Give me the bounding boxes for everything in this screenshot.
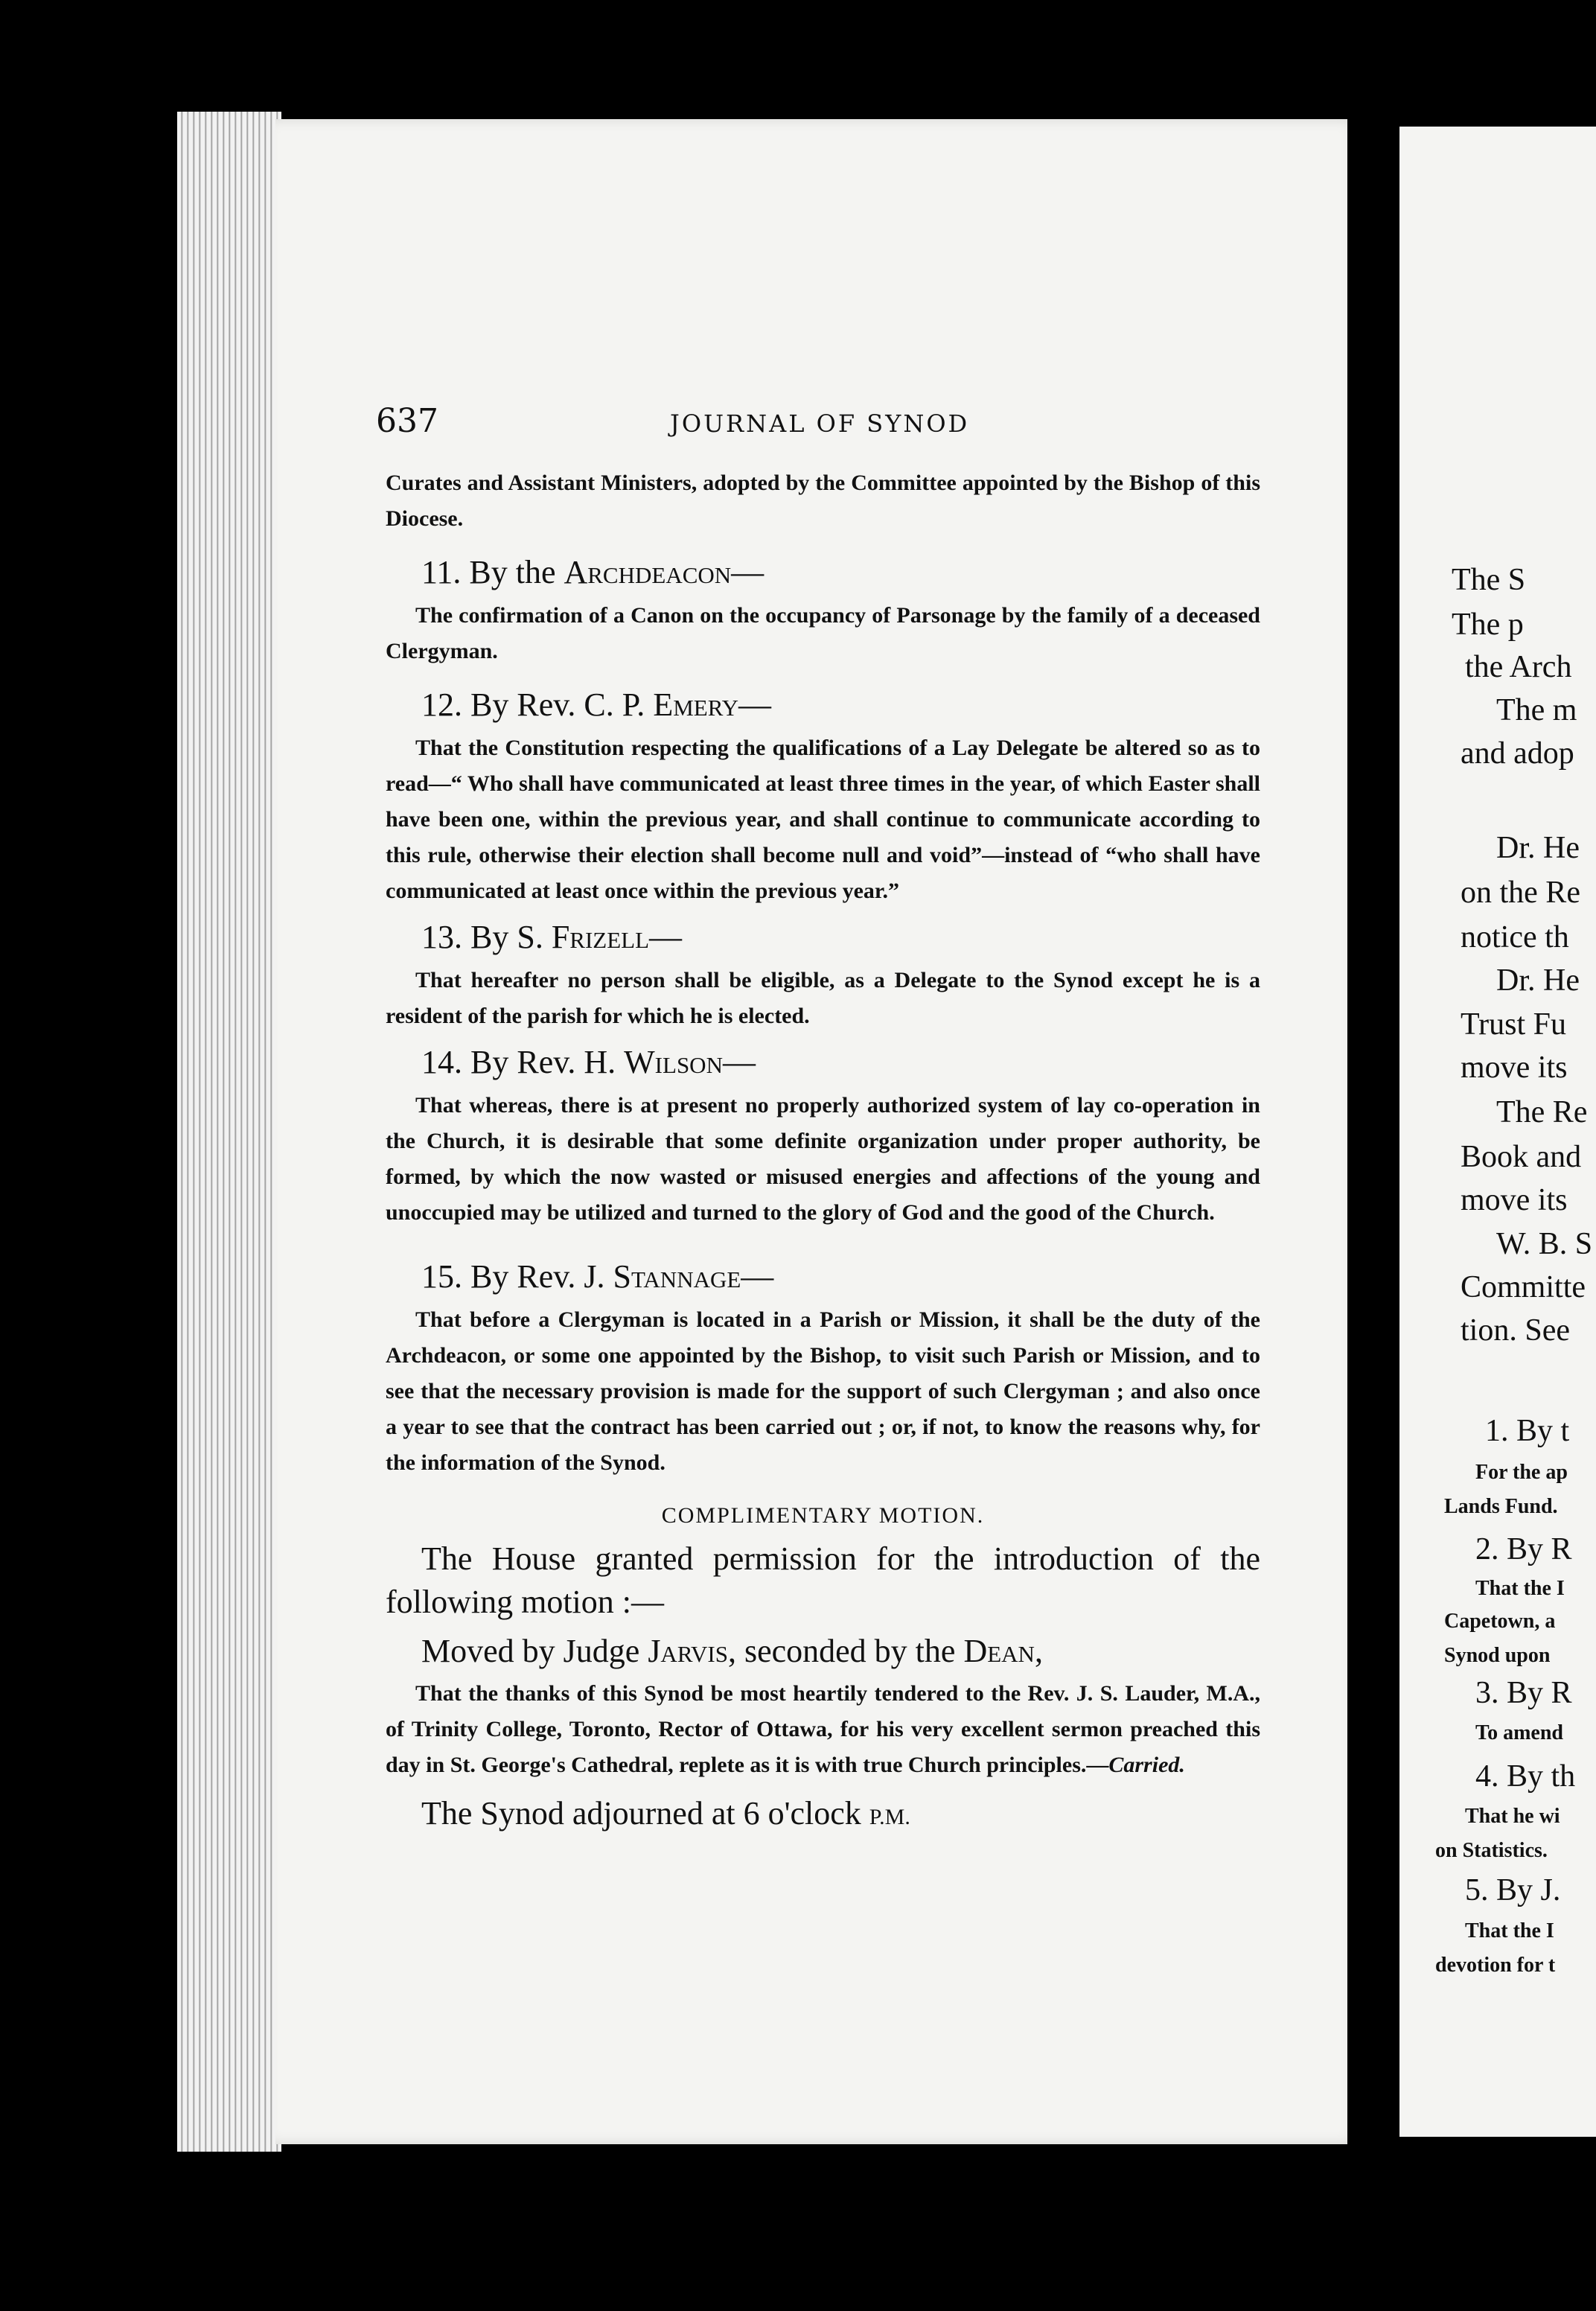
facing-line: 4. By th [1475, 1759, 1576, 1794]
facing-line: 1. By t [1485, 1414, 1570, 1448]
facing-line: That the I [1475, 1577, 1565, 1600]
facing-line: and adop [1461, 736, 1574, 771]
facing-line: Committe [1461, 1270, 1586, 1304]
book-gutter [1347, 119, 1399, 2144]
notice-item-12 [386, 683, 1260, 909]
notice-heading: 13. By S. Frizell— [421, 919, 683, 955]
notice-heading: 15. By Rev. J. Stannage— [421, 1258, 774, 1295]
adjourn-line: The Synod adjourned at 6 o'clock P.M. [421, 1795, 910, 1832]
facing-line: notice th [1461, 920, 1569, 954]
notice-heading: 14. By Rev. H. Wilson— [421, 1044, 756, 1080]
facing-line: Capetown, a [1444, 1610, 1556, 1633]
facing-line: move its [1461, 1051, 1568, 1085]
notice-text: That hereafter no person shall be eligible, as a Delegate to the Synod except he is a resident of the parish for which he is elected. [386, 968, 1260, 1028]
facing-line: Dr. He [1496, 831, 1580, 865]
facing-line: Dr. He [1496, 963, 1580, 998]
notice-item-15 [386, 1255, 1260, 1481]
page-number: 637 [376, 402, 438, 440]
facing-line: the Arch [1465, 650, 1572, 684]
facing-line: 3. By R [1475, 1676, 1572, 1710]
motion-text: That the thanks of this Synod be most heartily tendered to the Rev. J. S. Lauder, M.A., of Trinity College, Toronto, Rector of Ottawa, for his very excellent sermon preached this day in St. George's Cathedral, replete as it is with true Church principles.—Carried. [386, 1681, 1260, 1777]
facing-line: That he wi [1465, 1805, 1560, 1828]
moved-line: Moved by Judge Jarvis, seconded by the Dean, [421, 1633, 1043, 1669]
notice-text: That before a Clergyman is located in a Parish or Mission, it shall be the duty of the Archdeacon, or some one appointed by the Bishop, to visit such Parish or Mission, and to see that the necessary provision is made for the support of such Clergyman ; and also once a year to see that the contract has been carried out ; or, if not, to know the reasons why, for the information of the Synod. [386, 1307, 1260, 1475]
facing-line: The m [1496, 693, 1577, 727]
facing-line: 2. By R [1475, 1532, 1572, 1566]
facing-line: The p [1452, 608, 1524, 642]
facing-line: Lands Fund. [1444, 1495, 1558, 1518]
facing-line: The S [1452, 563, 1526, 597]
facing-line: 5. By J. [1465, 1873, 1561, 1907]
facing-line: Trust Fu [1461, 1007, 1567, 1042]
notice-text: That the Constitution respecting the qualifications of a Lay Delegate be altered so as to read—“ Who shall have communicated at least three times in the year, of which Easter shall have been one, within the previous year, and shall continue to communicate according to this rule, otherwise their election shall become null and void”—instead of “who shall have communicated at least once within the previous year.” [386, 736, 1260, 903]
facing-line: tion. See [1461, 1313, 1570, 1348]
notice-heading: 12. By Rev. C. P. Emery— [421, 686, 772, 723]
facing-line: W. B. S [1496, 1227, 1593, 1261]
page-edge-stack [177, 112, 281, 2152]
facing-line: To amend [1475, 1721, 1564, 1744]
facing-line: The Re [1496, 1095, 1588, 1129]
facing-line: on Statistics. [1435, 1839, 1548, 1862]
facing-line: devotion for t [1435, 1954, 1556, 1977]
facing-line: move its [1461, 1183, 1568, 1217]
notice-item-13 [386, 915, 1260, 1034]
permission-paragraph: The House granted permission for the introduction of the following motion :— [386, 1540, 1260, 1620]
notice-item-11 [386, 550, 1260, 669]
notice-heading: 11. By the Archdeacon— [421, 554, 765, 590]
section-title: COMPLIMENTARY MOTION. [661, 1503, 985, 1528]
facing-line: That the I [1465, 1919, 1554, 1942]
page-header [376, 402, 1269, 447]
notice-item-14 [386, 1040, 1260, 1231]
facing-line: For the ap [1475, 1461, 1568, 1484]
carried-label: Carried. [1108, 1753, 1185, 1777]
running-head: JOURNAL OF SYNOD [670, 409, 970, 438]
facing-line: Synod upon [1444, 1644, 1551, 1667]
facing-line: Book and [1461, 1140, 1582, 1174]
page-body [386, 465, 1260, 1840]
notice-text: That whereas, there is at present no properly authorized system of lay co-operation in the Church, it is desirable that some definite organization under proper authority, be formed, by which the now wasted or misused energies and affections of the young and unoccupied may be utilized and turned to the glory of God and the good of the Church. [386, 1093, 1260, 1225]
notice-text: The confirmation of a Canon on the occupancy of Parsonage by the family of a deceased Clergyman. [386, 603, 1260, 663]
facing-line: on the Re [1461, 876, 1580, 910]
intro-paragraph: Curates and Assistant Ministers, adopted by the Committee appointed by the Bishop of this Diocese. [386, 471, 1260, 531]
facing-page [1399, 127, 1596, 2137]
